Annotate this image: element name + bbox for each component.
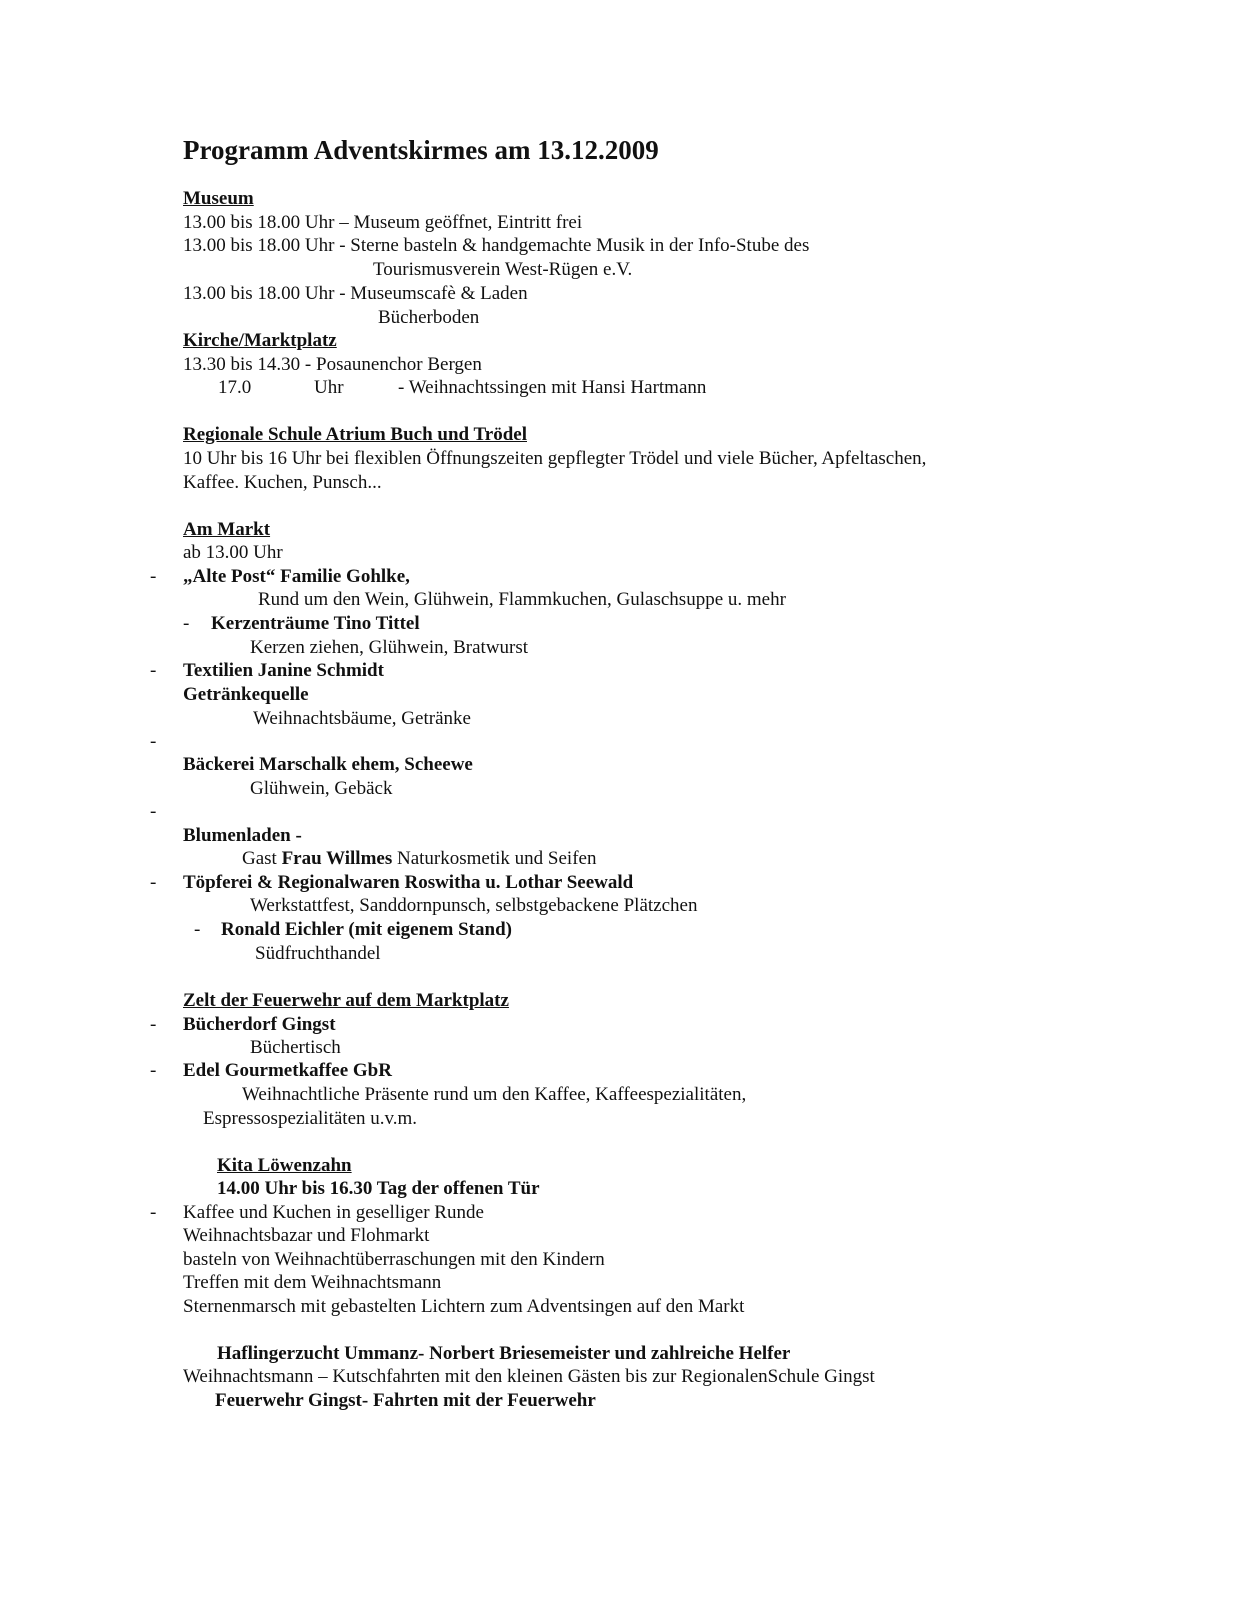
schule-line-2: Kaffee. Kuchen, Punsch... [183,472,382,493]
vendor-buecherdorf-desc: Büchertisch [250,1037,341,1058]
kirche-line-2-text: - Weihnachtssingen mit Hansi Hartmann [398,377,707,398]
vendor-baeckerei: Bäckerei Marschalk ehem, Scheewe [183,754,473,775]
section-heading-schule: Regionale Schule Atrium Buch und Trödel [183,424,527,445]
section-heading-kirche: Kirche/Marktplatz [183,330,337,351]
gast-prefix: Gast [242,848,282,869]
list-dash: - [150,1202,157,1223]
kirche-line-2-time: 17.0 [218,377,252,398]
vendor-textilien: Textilien Janine Schmidt [183,660,384,681]
kita-line-2: Weihnachtsbazar und Flohmarkt [183,1225,430,1246]
vendor-getraenkequelle-desc: Weihnachtsbäume, Getränke [253,708,471,729]
page-title: Programm Adventskirmes am 13.12.2009 [183,135,659,165]
museum-line-3: 13.00 bis 18.00 Uhr - Museumscafè & Laden [183,283,528,304]
section-heading-museum: Museum [183,188,254,209]
vendor-edel-desc-1: Weihnachtliche Präsente rund um den Kaffee, Kaffeespezialitäten, [242,1084,747,1105]
section-heading-zelt: Zelt der Feuerwehr auf dem Marktplatz [183,990,509,1011]
vendor-eichler-desc: Südfruchthandel [255,943,381,964]
schule-line-1: 10 Uhr bis 16 Uhr bei flexiblen Öffnungszeiten gepflegter Trödel und viele Bücher, Apfeltaschen, [183,448,927,469]
museum-line-1: 13.00 bis 18.00 Uhr – Museum geöffnet, Eintritt frei [183,212,583,233]
kita-line-1: Kaffee und Kuchen in geselliger Runde [183,1202,484,1223]
vendor-eichler: Ronald Eichler (mit eigenem Stand) [221,919,512,940]
vendor-buecherdorf: Bücherdorf Gingst [183,1014,336,1035]
section-heading-kita: Kita Löwenzahn [217,1155,352,1176]
vendor-blumenladen-gast [242,847,596,871]
vendor-alte-post: „Alte Post“ Familie Gohlke, [183,566,410,587]
list-dash: - [150,1060,157,1081]
section-heading-haflinger: Haflingerzucht Ummanz- Norbert Briesemeister und zahlreiche Helfer [217,1343,791,1364]
vendor-kerzentraeume: Kerzenträume Tino Tittel [211,613,420,634]
list-dash: - [150,731,157,752]
list-dash: - [150,1014,157,1035]
list-dash: - [150,660,157,681]
gast-desc: Naturkosmetik und Seifen [392,848,597,869]
vendor-edel-desc-2: Espressospezialitäten u.v.m. [203,1108,418,1129]
kita-line-4: Treffen mit dem Weihnachtsmann [183,1272,442,1293]
list-dash: - [194,919,201,940]
feuerwehr-line: Feuerwehr Gingst- Fahrten mit der Feuerwehr [215,1390,596,1411]
vendor-blumenladen: Blumenladen - [183,825,302,846]
vendor-toepferei-desc: Werkstattfest, Sanddornpunsch, selbstgebackene Plätzchen [250,895,698,916]
section-heading-markt: Am Markt [183,519,271,540]
list-dash: - [150,872,157,893]
vendor-toepferei: Töpferei & Regionalwaren Roswitha u. Lothar Seewald [183,872,634,893]
list-dash: - [150,801,157,822]
haflinger-line-1: Weihnachtsmann – Kutschfahrten mit den kleinen Gästen bis zur RegionalenSchule Gingst [183,1366,875,1387]
kita-line-5: Sternenmarsch mit gebastelten Lichtern zum Adventsingen auf den Markt [183,1296,745,1317]
vendor-kerzentraeume-desc: Kerzen ziehen, Glühwein, Bratwurst [250,637,529,658]
vendor-baeckerei-desc: Glühwein, Gebäck [250,778,393,799]
vendor-edel-gourmetkaffee: Edel Gourmetkaffee GbR [183,1060,392,1081]
list-dash: - [150,566,157,587]
vendor-getraenkequelle: Getränkequelle [183,684,309,705]
markt-time: ab 13.00 Uhr [183,542,283,563]
kirche-line-1: 13.30 bis 14.30 - Posaunenchor Bergen [183,354,482,375]
list-dash: - [183,613,190,634]
gast-name: Frau Willmes [281,848,393,869]
vendor-alte-post-desc: Rund um den Wein, Glühwein, Flammkuchen, Gulaschsuppe u. mehr [258,589,786,610]
kita-line-3: basteln von Weihnachtüberraschungen mit den Kindern [183,1249,605,1270]
museum-line-3-cont: Bücherboden [378,307,480,328]
kirche-line-2-unit: Uhr [314,377,344,398]
museum-line-2: 13.00 bis 18.00 Uhr - Sterne basteln & handgemachte Musik in der Info-Stube des [183,235,810,256]
museum-line-2-cont: Tourismusverein West-Rügen e.V. [373,259,633,280]
kita-subheading: 14.00 Uhr bis 16.30 Tag der offenen Tür [217,1178,540,1199]
